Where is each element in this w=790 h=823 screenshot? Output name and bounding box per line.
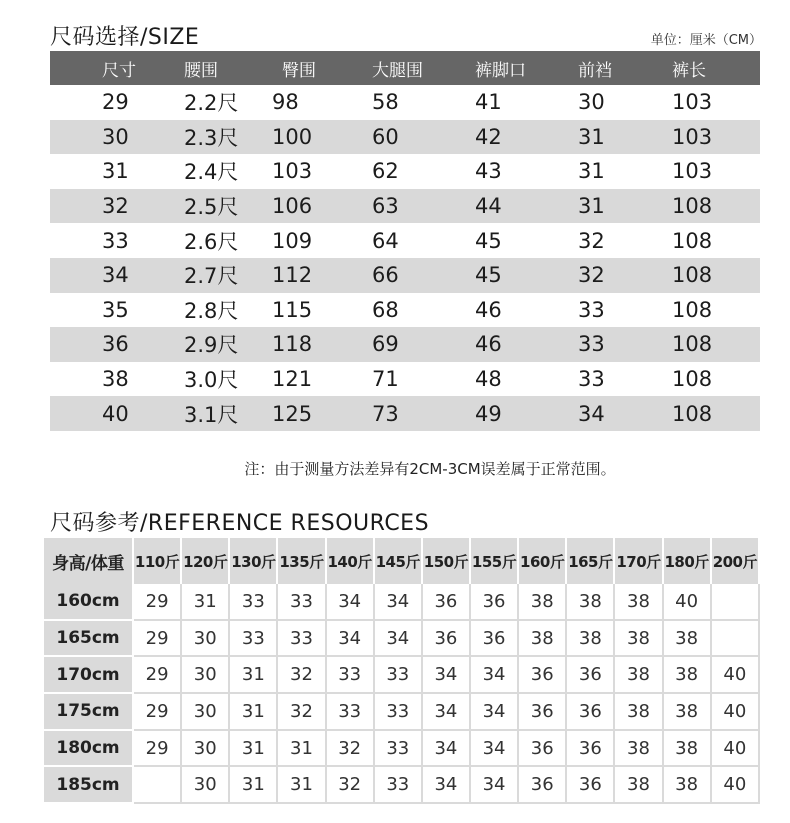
size-table-cell: 48 <box>475 367 502 392</box>
reference-table-cell: 34 <box>327 584 375 621</box>
size-table-cell: 43 <box>475 159 502 184</box>
size-table-cell: 31 <box>578 159 605 184</box>
size-table-cell: 108 <box>630 189 760 224</box>
size-table-cell: 35 <box>102 297 129 322</box>
size-table-cell: 106 <box>242 189 330 224</box>
reference-table-cell: 34 <box>375 621 423 658</box>
size-table-row <box>50 327 760 362</box>
reference-table-cell: 31 <box>230 767 278 804</box>
reference-table-cell: 40 <box>712 767 760 804</box>
reference-table-row <box>44 657 760 694</box>
reference-table-cell: 34 <box>327 621 375 658</box>
size-table-cell: 121 <box>272 367 313 392</box>
unit-note: 单位：厘米（CM） <box>650 33 762 48</box>
size-table-header-cell: 大腿围 <box>330 51 435 85</box>
size-table-cell: 33 <box>578 297 605 322</box>
reference-table-cell: 33 <box>375 657 423 694</box>
reference-table-cell: 36 <box>567 731 615 768</box>
reference-table-cell: 29 <box>134 621 182 658</box>
reference-table-cell: 33 <box>230 621 278 658</box>
size-table-cell: 60 <box>330 120 435 155</box>
size-table-row <box>50 258 760 293</box>
size-table-header-cell: 臀围 <box>242 51 330 85</box>
reference-table-cell: 34 <box>471 657 519 694</box>
reference-table-cell: 38 <box>615 584 663 621</box>
reference-table-cell: 30 <box>182 621 230 658</box>
reference-table-header-row <box>44 538 760 584</box>
size-table-cell: 34 <box>50 258 142 293</box>
reference-table-cell: 33 <box>230 584 278 621</box>
reference-table-cell: 33 <box>327 657 375 694</box>
size-table-cell: 32 <box>578 228 605 253</box>
reference-table-cell: 34 <box>423 694 471 731</box>
reference-table-cell <box>712 621 760 658</box>
size-table-cell: 32 <box>50 189 142 224</box>
size-table-cell: 2.5尺 <box>142 189 242 224</box>
reference-table-cell: 40 <box>712 657 760 694</box>
reference-table-row <box>44 767 760 804</box>
reference-table-cell: 29 <box>134 731 182 768</box>
size-table-row <box>50 189 760 224</box>
reference-table-cell: 31 <box>182 584 230 621</box>
reference-table-cell: 31 <box>230 731 278 768</box>
weight-header-cell: 130斤 <box>230 538 278 584</box>
weight-header-cell: 180斤 <box>664 538 712 584</box>
size-table-cell: 44 <box>435 189 540 224</box>
size-table-cell: 46 <box>435 327 540 362</box>
size-table-cell: 2.4尺 <box>184 160 239 185</box>
height-row-label: 180cm <box>44 731 134 768</box>
weight-header-cell: 165斤 <box>567 538 615 584</box>
size-table-cell: 33 <box>578 367 605 392</box>
size-table-cell: 71 <box>372 367 399 392</box>
reference-table-cell: 30 <box>182 694 230 731</box>
size-table-cell: 62 <box>372 159 399 184</box>
weight-header-cell: 135斤 <box>278 538 326 584</box>
measurement-note: 注：由于测量方法差异有2CM-3CM误差属于正常范围。 <box>244 460 616 478</box>
size-table-cell: 30 <box>578 90 605 115</box>
size-table-cell: 63 <box>330 189 435 224</box>
size-table-cell: 45 <box>435 258 540 293</box>
size-table-cell: 68 <box>372 297 399 322</box>
reference-table-cell: 31 <box>278 731 326 768</box>
reference-table-cell: 38 <box>664 767 712 804</box>
size-table-cell: 108 <box>630 396 760 431</box>
reference-table-cell: 40 <box>712 694 760 731</box>
size-table-cell: 112 <box>242 258 330 293</box>
size-table-cell: 41 <box>475 90 502 115</box>
reference-table-cell: 32 <box>278 694 326 731</box>
reference-table-cell: 38 <box>664 657 712 694</box>
size-table-cell: 66 <box>330 258 435 293</box>
weight-header-cell: 150斤 <box>423 538 471 584</box>
reference-table-row <box>44 731 760 768</box>
reference-table-cell: 32 <box>327 731 375 768</box>
reference-table-cell: 38 <box>615 694 663 731</box>
size-table-header-cell: 裤长 <box>630 51 760 85</box>
size-table-cell: 40 <box>50 396 142 431</box>
size-table-row <box>50 120 760 155</box>
reference-table-row <box>44 694 760 731</box>
size-table-cell: 29 <box>102 90 129 115</box>
reference-table-cell: 36 <box>519 731 567 768</box>
size-table-row <box>50 85 760 120</box>
size-table-row <box>50 223 760 258</box>
size-table-cell: 46 <box>475 297 502 322</box>
reference-table-cell: 38 <box>615 731 663 768</box>
reference-table-cell: 31 <box>230 657 278 694</box>
size-table-cell: 31 <box>102 159 129 184</box>
size-table-row <box>50 362 760 397</box>
reference-table-cell: 34 <box>471 731 519 768</box>
reference-table-cell: 33 <box>375 767 423 804</box>
size-table-cell: 103 <box>630 120 760 155</box>
reference-table-cell: 29 <box>134 657 182 694</box>
size-table-cell: 100 <box>242 120 330 155</box>
size-table-cell: 33 <box>540 327 630 362</box>
size-table-cell: 108 <box>672 367 713 392</box>
size-table-row <box>50 293 760 328</box>
size-table-cell: 115 <box>272 297 313 322</box>
height-row-label: 160cm <box>44 584 134 621</box>
size-table-cell: 64 <box>372 228 399 253</box>
size-table-cell: 108 <box>672 228 713 253</box>
reference-corner-label: 身高/体重 <box>44 538 134 584</box>
reference-table-cell: 38 <box>664 621 712 658</box>
size-table-header-cell: 腰围 <box>142 51 242 85</box>
reference-table-row <box>44 621 760 658</box>
size-table-cell: 2.9尺 <box>142 327 242 362</box>
size-table-cell: 3.0尺 <box>184 368 239 393</box>
size-table-cell: 69 <box>330 327 435 362</box>
size-table-cell: 2.2尺 <box>184 91 239 116</box>
height-row-label: 165cm <box>44 621 134 658</box>
reference-table <box>44 538 760 804</box>
size-table-cell: 31 <box>540 120 630 155</box>
weight-header-cell: 155斤 <box>471 538 519 584</box>
reference-table-cell: 38 <box>567 584 615 621</box>
reference-table-cell: 29 <box>134 584 182 621</box>
size-table-header-row <box>50 51 760 85</box>
reference-table-cell: 34 <box>471 694 519 731</box>
size-table-cell: 45 <box>475 228 502 253</box>
size-section-title: 尺码选择/SIZE <box>50 25 200 50</box>
size-table-cell: 36 <box>50 327 142 362</box>
size-table-cell: 109 <box>272 228 313 253</box>
reference-table-cell: 32 <box>327 767 375 804</box>
size-table-cell: 32 <box>540 258 630 293</box>
size-table-cell: 58 <box>372 90 399 115</box>
reference-table-cell <box>134 767 182 804</box>
reference-table-cell: 30 <box>182 657 230 694</box>
reference-table-cell: 33 <box>375 731 423 768</box>
reference-table-cell: 38 <box>615 621 663 658</box>
size-table-header-cell: 前裆 <box>540 51 630 85</box>
size-table-row <box>50 396 760 431</box>
reference-table-cell: 34 <box>375 584 423 621</box>
reference-table-cell: 38 <box>615 657 663 694</box>
reference-table-cell: 36 <box>519 657 567 694</box>
size-table-cell: 103 <box>672 159 713 184</box>
size-table-cell: 2.6尺 <box>184 229 239 254</box>
reference-table-cell: 38 <box>519 621 567 658</box>
size-table-cell: 49 <box>435 396 540 431</box>
reference-table-row <box>44 584 760 621</box>
reference-table-cell: 34 <box>423 767 471 804</box>
size-table-row <box>50 154 760 189</box>
reference-table-cell: 38 <box>519 584 567 621</box>
size-table-cell: 73 <box>330 396 435 431</box>
height-row-label: 185cm <box>44 767 134 804</box>
reference-table-cell: 30 <box>182 767 230 804</box>
reference-table-cell: 36 <box>567 694 615 731</box>
reference-table-cell: 40 <box>712 731 760 768</box>
reference-table-cell: 30 <box>182 731 230 768</box>
reference-table-cell: 33 <box>327 694 375 731</box>
reference-table-cell: 40 <box>664 584 712 621</box>
size-table-cell: 31 <box>540 189 630 224</box>
size-table-cell: 42 <box>435 120 540 155</box>
weight-header-cell: 200斤 <box>712 538 760 584</box>
size-table-header-cell: 裤脚口 <box>435 51 540 85</box>
size-table-cell: 38 <box>102 367 129 392</box>
reference-table-cell: 33 <box>278 621 326 658</box>
reference-table-cell: 34 <box>471 767 519 804</box>
reference-table-cell: 29 <box>134 694 182 731</box>
weight-header-cell: 145斤 <box>375 538 423 584</box>
weight-header-cell: 120斤 <box>182 538 230 584</box>
reference-table-cell: 34 <box>423 657 471 694</box>
reference-table-cell: 38 <box>664 694 712 731</box>
reference-table-cell: 38 <box>615 767 663 804</box>
size-table-cell: 103 <box>272 159 313 184</box>
size-table-cell: 2.8尺 <box>184 298 239 323</box>
weight-header-cell: 160斤 <box>519 538 567 584</box>
reference-table-cell: 36 <box>567 657 615 694</box>
reference-table-cell: 36 <box>567 767 615 804</box>
reference-table-cell: 36 <box>423 621 471 658</box>
reference-table-cell: 36 <box>471 621 519 658</box>
reference-table-cell: 34 <box>423 731 471 768</box>
size-table-cell: 2.3尺 <box>142 120 242 155</box>
reference-table-cell: 36 <box>519 767 567 804</box>
size-table-cell: 108 <box>630 258 760 293</box>
height-row-label: 170cm <box>44 657 134 694</box>
reference-table-cell: 31 <box>230 694 278 731</box>
reference-table-cell: 36 <box>519 694 567 731</box>
size-table-cell: 30 <box>50 120 142 155</box>
weight-header-cell: 110斤 <box>134 538 182 584</box>
size-table-cell: 3.1尺 <box>142 396 242 431</box>
height-row-label: 175cm <box>44 694 134 731</box>
size-table-cell: 34 <box>540 396 630 431</box>
weight-header-cell: 140斤 <box>327 538 375 584</box>
reference-table-cell: 36 <box>471 584 519 621</box>
reference-table-cell: 31 <box>278 767 326 804</box>
size-table-cell: 118 <box>242 327 330 362</box>
reference-table-cell <box>712 584 760 621</box>
reference-table-cell: 38 <box>664 731 712 768</box>
reference-section-title: 尺码参考/REFERENCE RESOURCES <box>50 511 430 536</box>
size-table-cell: 108 <box>630 327 760 362</box>
reference-table-cell: 38 <box>567 621 615 658</box>
size-table-cell: 125 <box>242 396 330 431</box>
size-table-cell: 98 <box>272 90 299 115</box>
reference-table-cell: 36 <box>423 584 471 621</box>
reference-table-cell: 33 <box>375 694 423 731</box>
weight-header-cell: 170斤 <box>615 538 663 584</box>
size-table-cell: 33 <box>102 228 129 253</box>
size-table-cell: 108 <box>672 297 713 322</box>
size-table-cell: 2.7尺 <box>142 258 242 293</box>
size-table <box>50 51 760 431</box>
size-table-cell: 103 <box>672 90 713 115</box>
reference-table-cell: 33 <box>278 584 326 621</box>
size-table-header-cell: 尺寸 <box>50 51 142 85</box>
reference-table-cell: 32 <box>278 657 326 694</box>
